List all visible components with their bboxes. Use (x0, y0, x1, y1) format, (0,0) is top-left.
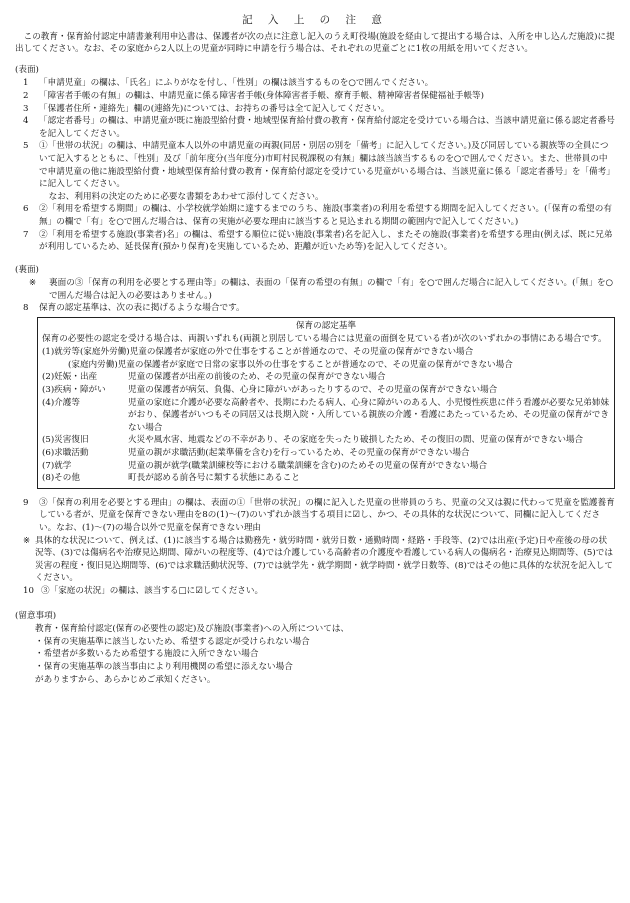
criteria-row (42, 359, 610, 372)
front-item-1 (23, 77, 615, 90)
item-text: ③「家庭の状況」の欄は、該当する□に☑してください。 (41, 585, 264, 596)
front-heading: (表面) (15, 64, 39, 75)
criteria-label: (4)介護等 (42, 397, 80, 408)
criteria-row (42, 371, 610, 384)
item-text: ②「利用を希望する施設(事業者)名」の欄は、希望する順位に従い施設(事業者)名を記入し、またその施設(事業者)を希望する理由(例えば、既に兄弟が利用しているため、延長保育(預かり保育)を実施しているため、距離が近いため等)を記入してください。 (39, 229, 613, 253)
front-item-5-note: なお、利用料の決定のために必要な書類をあわせて添付してください。 (48, 191, 324, 202)
item-number: 7 (23, 229, 29, 240)
criteria-row (42, 472, 610, 485)
item-number: 1 (23, 78, 29, 89)
front-item-4 (23, 115, 615, 140)
item-text: ①「世帯の状況」の欄は、申請児童本人以外の申請児童の両親(同居・別居の別を「備考」に記入してください。)及び同居している親族等の全員について記入するとともに、「性別」及び「前年度分(当年度分)市町村民税課税の有無」欄は該当該当するものを○で囲んでください。また、世帯員の中で申請児童の他に施設型給付費・地域型保育給付費の教育・保育給付認定を受けている児童がいる場合は、当該児童に係る「認定者番号」を「備考」に記入してください。 (39, 141, 615, 190)
page-title: 記 入 上 の 注 意 (242, 14, 388, 26)
front-item-6 (23, 203, 615, 228)
item-number: 10 (23, 585, 34, 596)
criteria-text: 児童の親が就学(職業訓練校等における職業訓練を含む)のためその児童の保育ができない場合 (128, 460, 488, 471)
note-mark: ※ (23, 535, 31, 546)
remarks-closing: がありますから、あらかじめご承知ください。 (35, 674, 216, 685)
front-item-2 (23, 90, 615, 103)
item-number: 9 (23, 497, 29, 508)
remarks-list (35, 623, 615, 686)
criteria-label: (3)疾病・障がい (42, 385, 106, 396)
item-number: 3 (23, 103, 29, 114)
remarks-bullet: ・保育の実施基準に該当しないため、希望する認定が受けられない場合 (35, 636, 310, 647)
criteria-label: (2)妊娠・出産 (42, 372, 98, 383)
criteria-row (42, 460, 610, 473)
front-item-3 (23, 103, 615, 116)
item-number: 2 (23, 90, 29, 101)
item-text: ②「利用を希望する期間」の欄は、小学校就学始期に達するまでのうち、施設(事業者)の利用を希望する期間を記入してください。(「保育の希望の有無」の欄で「有」を○で囲んだ場合は、保育の実施が必要な理由に該当すると見込まれる期間の範囲内で記入してください。) (39, 204, 612, 227)
criteria-text: 児童の親が求職活動(起業準備を含む)を行っているため、その児童の保育ができない場合 (128, 448, 470, 458)
criteria-text: (家庭内労働)児童の保護者が家庭で日常の家事以外の仕事をすることが普通なので、その児童の保育ができない場合 (68, 359, 513, 370)
note-text: 具体的な状況について、例えば、(1)に該当する場合は勤務先・就労時間・就労日数・通勤時間・経路・手段等、(2)では出産(予定)日や産後の母の状況等、(3)では傷病名や治療見込期間、障がいの程度等、(4)では介護している高齢者の介護度や看護している病人の傷病名・治療見込期間等、(5)では災害の程度・復旧見込期間等、(6)では求職活動状況等、(7)では就学先・就学期間・就学時間・就学日数等、(8)ではその他に具体的な状況を記入してください。 (35, 535, 613, 584)
item-text: ③「保育の利用を必要とする理由」の欄は、表面の①「世帯の状況」の欄に記入した児童の世帯員のうち、児童の父又は親に代わって児童を監護養育している者が、児童を保育できない理由を8の(1)～(7)のいずれか該当する項目に☑し、かつ、その具体的な状況について、同欄に記入してください。なお、(1)～(7)の場合以外で児童を保育できない理由 (39, 497, 615, 533)
criteria-label: (8)その他 (42, 473, 80, 484)
item-number: 8 (23, 303, 29, 314)
remarks-lead: 教育・保育給付認定(保育の必要性の認定)及び施設(事業者)への入所については、 (35, 624, 350, 635)
back-item-8 (23, 302, 615, 315)
criteria-label: (1)就労等(家庭外労働) (42, 347, 130, 358)
intro-paragraph: この教育・保育給付認定申請書兼利用申込書は、保護者が次の点に注意し記入のうえ町役場(施設を経由して提出する場合は、入所を申し込んだ施設)に提出してください。なお、その家庭から2人以上の児童が同時に申請を行う場合は、それぞれの児童ごとに1枚の用紙を用いてください。 (15, 31, 615, 55)
criteria-intro: 保育の必要性の認定を受ける場合は、両親いずれも(両親と別居している場合には児童の面倒を見ている者)が次のいずれかの事情にある場合です。 (42, 333, 607, 344)
criteria-row (42, 447, 610, 460)
criteria-text: 児童の保護者が出産の前後のため、その児童の保育ができない場合 (128, 372, 386, 383)
item-number: 6 (23, 204, 29, 215)
criteria-row (42, 397, 610, 435)
item-text: 「障害者手帳の有無」の欄は、申請児童に係る障害者手帳(身体障害者手帳、療育手帳、精神障害者保健福祉手帳等) (39, 90, 484, 101)
criteria-table (37, 317, 615, 489)
item-text: 「申請児童」の欄は、「氏名」にふりがなを付し、「性別」の欄は該当するものを○で囲んでください。 (39, 78, 434, 89)
example-note (23, 535, 615, 585)
criteria-label: (7)就学 (42, 460, 72, 471)
note-mark: ※ (29, 278, 37, 289)
item-text: 「保護者住所・連絡先」欄の(連絡先)については、お持ちの番号は全て記入してください。 (39, 103, 390, 114)
remarks-bullet: ・希望者が多数いるため希望する施設に入所できない場合 (35, 649, 259, 660)
front-item-7 (23, 229, 615, 254)
criteria-text: 火災や風水害、地震などの不幸があり、その家庭を失ったり破損したため、その復旧の間、児童の保育ができない場合 (128, 435, 584, 446)
item-number: 5 (23, 141, 29, 152)
criteria-text: 児童の家庭に介護が必要な高齢者や、長期にわたる病人、心身に障がいのある人、小児慢性疾患に伴う看護が必要な兄弟姉妹がおり、保護者がいつもその同居又は長期入院・入所している親族の介護・看護にあたっているため、その児童の保育ができない場合 (128, 397, 610, 433)
note-text: 裏面の③「保育の利用を必要とする理由等」の欄は、表面の「保育の希望の有無」の欄で「有」を○で囲んだ場合に記入してください。(「無」を○で囲んだ場合は記入の必要はありません。) (49, 278, 614, 301)
criteria-label: (6)求職活動 (42, 448, 89, 458)
back-item-9 (23, 497, 615, 535)
back-item-10 (23, 585, 615, 598)
remarks-bullet: ・保育の実施基準の該当事由により利用機関の希望に添えない場合 (35, 661, 293, 672)
criteria-text: 町長が認める前各号に類する状態にあること (128, 473, 300, 484)
item-text: 保育の認定基準は、次の表に掲げるような場合です。 (39, 303, 245, 314)
criteria-row (42, 346, 610, 359)
criteria-text: 児童の保護者が病気、負傷、心身に障がいがあったりするので、その児童の保育ができない場合 (128, 385, 498, 396)
criteria-label: (5)災害復旧 (42, 435, 89, 446)
criteria-title: 保育の認定基準 (295, 321, 357, 332)
back-note (29, 277, 615, 302)
back-heading: (裏面) (15, 264, 39, 275)
front-item-5 (23, 140, 615, 190)
instructions-page (15, 0, 615, 686)
remarks-heading: (留意事項) (15, 610, 57, 621)
item-number: 4 (23, 116, 29, 127)
criteria-row (42, 434, 610, 447)
criteria-row (42, 384, 610, 397)
criteria-text: 児童の保護者が家庭の外で仕事をすることが普通なので、その児童の保育ができない場合 (129, 347, 474, 358)
item-text: 「認定者番号」の欄は、申請児童が既に施設型給付費・地域型保育給付費の教育・保育給付認定を受けている場合は、当該申請児童に係る認定者番号を記入してください。 (39, 116, 615, 139)
